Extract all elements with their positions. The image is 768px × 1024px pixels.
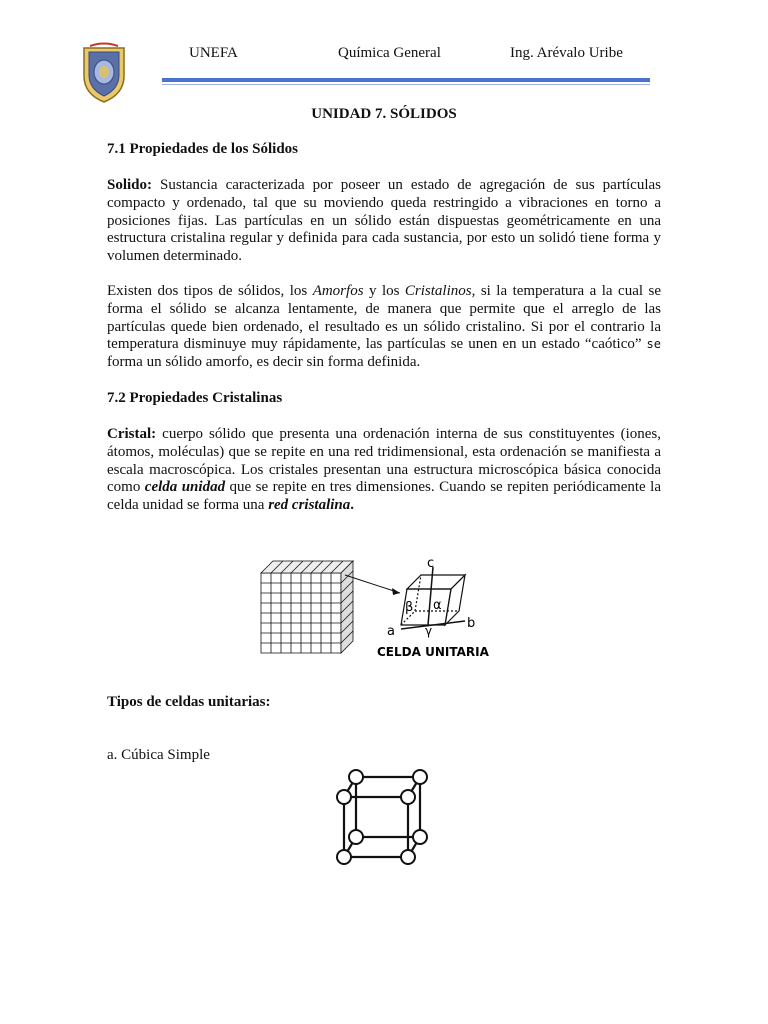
term-red-cristalina: red cristalina [268,497,351,514]
paragraph-solido [107,177,661,266]
text-run: y los [363,283,405,299]
term-celda-unidad: celda unidad [144,479,226,496]
text-run: Existen dos tipos de sólidos, los [107,283,313,299]
label-c: c [427,556,435,571]
atom [349,830,363,844]
header-rule-thin [162,84,650,85]
atom [337,790,351,804]
paragraph-tipos-solidos [107,283,661,372]
simple-cubic-figure [328,765,438,870]
text-run: . [350,497,355,514]
section-heading-7-1: 7.1 Propiedades de los Sólidos [107,141,299,157]
page-title: UNIDAD 7. SÓLIDOS [311,106,457,122]
label-a: a [387,624,395,639]
section-heading-tipos: Tipos de celdas unitarias: [107,694,271,710]
term-solido: Solido: [107,177,153,193]
atom [401,790,415,804]
atom [413,830,427,844]
text-run: forma un sólido amorfo, es decir sin forma definida. [107,354,421,371]
term-amorfos: Amorfos [312,283,364,299]
term-cristal: Cristal: [107,426,157,442]
atom [349,770,363,784]
header-author: Ing. Arévalo Uribe [510,45,623,61]
solido-definition: Sustancia caracterizada por poseer un estado de agregación de sus partículas compacto y ordenado, tal que su moviendo queda restringido a vibraciones en torno a posiciones fijas. Las partículas en un sólido están dispuestas geométricamente en una estructura cristalina regular y definida para cada sustancia, por esto un solidó tiene forma y volumen determinado. [107,177,661,265]
header-course: Química General [338,45,441,61]
list-item-cubica-simple: a. Cúbica Simple [107,747,210,763]
term-cristalinos: Cristalinos, [404,283,476,299]
crystal-lattice-figure [255,553,505,663]
text-run: si la temperatura a la cual se forma el sólido se alcanza lentamente, de manera que permite que el arreglo de las partículas quede bien ordenado, el resultado es un sólido cristalino. Si por el contrario la temperatura disminuye muy rápidamente, las partículas se unen en un estado “caótico” [107,283,661,353]
atom [401,850,415,864]
label-beta: β [405,600,414,615]
label-gamma: γ [425,624,433,638]
text-run: que se repite en tres dimensiones. Cuando se repiten periódicamente la celda unidad se forma una [107,479,661,514]
atom [413,770,427,784]
text-run-mono: se [646,337,661,352]
label-alpha: α [433,598,442,613]
label-b: b [467,616,476,631]
text-run: cuerpo sólido que presenta una ordenación interna de sus constituyentes (iones, átomos, moléculas) que se repite en una red tridimensional, esta ordenación se manifiesta a escala macroscópica. Los cristales presentan una estructura microscópica básica conocida como [107,426,661,496]
section-heading-7-2: 7.2 Propiedades Cristalinas [107,390,283,406]
atom [337,850,351,864]
lattice-cube [261,561,353,653]
header-institution: UNEFA [189,45,238,61]
cube-edges [344,777,420,857]
university-shield-logo [80,42,128,104]
paragraph-cristal [107,426,661,515]
arrow-head [392,588,400,595]
figure-caption: CELDA UNITARIA [377,645,489,659]
header-rule [162,78,650,82]
